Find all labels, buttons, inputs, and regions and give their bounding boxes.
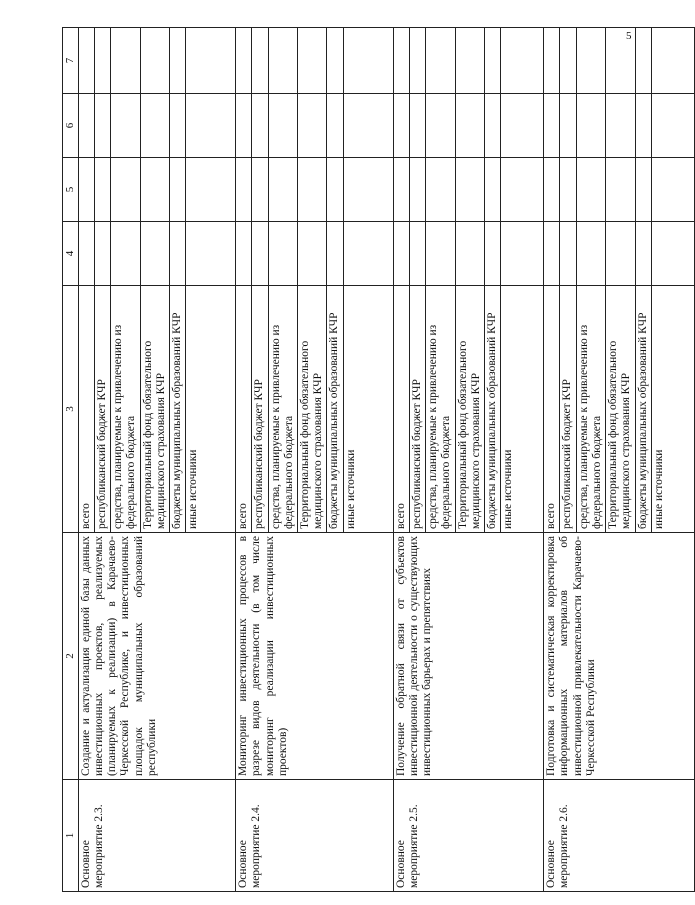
value-cell <box>186 158 236 222</box>
value-cell <box>140 222 169 286</box>
value-cell <box>186 94 236 158</box>
value-cell <box>252 28 268 94</box>
rotated-page <box>62 28 665 892</box>
value-cell <box>560 222 576 286</box>
value-cell <box>560 158 576 222</box>
funding-source: иные источники <box>343 286 393 533</box>
value-cell <box>236 222 252 286</box>
value-cell <box>426 158 455 222</box>
value-cell <box>409 222 425 286</box>
financing-table <box>62 27 695 892</box>
table-row <box>393 28 409 892</box>
value-cell <box>252 222 268 286</box>
funding-source: средства, планируемые к привлечению из федерального бюджета <box>268 286 297 533</box>
funding-source: Территориальный фонд обязательного медицинского страхования КЧР <box>140 286 169 533</box>
value-cell <box>576 222 605 286</box>
funding-source: бюджеты муниципальных образований КЧР <box>485 286 501 533</box>
funding-source: республиканский бюджет КЧР <box>560 286 576 533</box>
value-cell <box>236 28 252 94</box>
value-cell <box>544 28 560 94</box>
value-cell <box>501 94 544 158</box>
funding-source: Территориальный фонд обязательного медицинского страхования КЧР <box>298 286 327 533</box>
activity-type-label: Основное мероприятие 2.3. <box>78 780 236 892</box>
value-cell <box>298 158 327 222</box>
value-cell <box>327 28 343 94</box>
funding-source: средства, планируемые к привлечению из федерального бюджета <box>576 286 605 533</box>
value-cell <box>268 28 297 94</box>
funding-source: республиканский бюджет КЧР <box>409 286 425 533</box>
value-cell <box>186 222 236 286</box>
funding-source: бюджеты муниципальных образований КЧР <box>327 286 343 533</box>
value-cell <box>501 158 544 222</box>
funding-source: всего <box>236 286 252 533</box>
value-cell <box>393 158 409 222</box>
value-cell <box>576 94 605 158</box>
value-cell <box>501 28 544 94</box>
value-cell <box>140 158 169 222</box>
value-cell <box>635 222 651 286</box>
value-cell <box>606 158 635 222</box>
value-cell <box>169 28 185 94</box>
activity-description: Мониторинг инвестиционных процессов в разрезе видов деятельности (в том числе мониторинг реализации инвестиционных проектов) <box>236 533 394 780</box>
value-cell <box>327 158 343 222</box>
value-cell <box>111 94 140 158</box>
value-cell <box>393 28 409 94</box>
value-cell <box>501 222 544 286</box>
value-cell <box>409 94 425 158</box>
value-cell <box>635 158 651 222</box>
funding-source: средства, планируемые к привлечению из федерального бюджета <box>426 286 455 533</box>
value-cell <box>651 158 694 222</box>
value-cell <box>140 28 169 94</box>
funding-source: республиканский бюджет КЧР <box>94 286 110 533</box>
activity-type-label: Основное мероприятие 2.6. <box>544 780 695 892</box>
value-cell <box>78 94 94 158</box>
activity-type-label: Основное мероприятие 2.4. <box>236 780 394 892</box>
column-header: 7 <box>63 28 79 94</box>
value-cell <box>298 222 327 286</box>
value-cell <box>485 222 501 286</box>
value-cell <box>560 28 576 94</box>
value-cell <box>236 94 252 158</box>
value-cell <box>78 158 94 222</box>
activity-type-label: Основное мероприятие 2.5. <box>393 780 544 892</box>
funding-source: иные источники <box>186 286 236 533</box>
value-cell <box>94 28 110 94</box>
funding-source: всего <box>78 286 94 533</box>
table-row <box>236 28 252 892</box>
value-cell <box>651 222 694 286</box>
value-cell <box>455 28 484 94</box>
value-cell <box>343 94 393 158</box>
funding-source: всего <box>393 286 409 533</box>
funding-source: бюджеты муниципальных образований КЧР <box>169 286 185 533</box>
value-cell <box>606 94 635 158</box>
value-cell <box>186 28 236 94</box>
value-cell <box>268 158 297 222</box>
value-cell <box>426 94 455 158</box>
value-cell <box>343 158 393 222</box>
value-cell <box>327 222 343 286</box>
value-cell <box>485 94 501 158</box>
value-cell <box>268 222 297 286</box>
value-cell <box>111 28 140 94</box>
value-cell <box>111 222 140 286</box>
value-cell <box>252 94 268 158</box>
column-header: 1 <box>63 780 79 892</box>
value-cell <box>544 158 560 222</box>
column-header: 2 <box>63 533 79 780</box>
value-cell <box>298 28 327 94</box>
value-cell <box>409 28 425 94</box>
value-cell <box>327 94 343 158</box>
value-cell <box>544 94 560 158</box>
value-cell <box>576 28 605 94</box>
value-cell <box>576 158 605 222</box>
value-cell <box>606 28 635 94</box>
value-cell <box>426 222 455 286</box>
column-header: 5 <box>63 158 79 222</box>
column-header: 6 <box>63 94 79 158</box>
funding-source: Территориальный фонд обязательного медицинского страхования КЧР <box>606 286 635 533</box>
value-cell <box>455 222 484 286</box>
value-cell <box>393 222 409 286</box>
header-row <box>63 28 79 892</box>
page-number: 5 <box>626 30 632 42</box>
value-cell <box>393 94 409 158</box>
funding-source: иные источники <box>651 286 694 533</box>
value-cell <box>169 94 185 158</box>
table-body <box>78 28 694 892</box>
value-cell <box>409 158 425 222</box>
value-cell <box>169 222 185 286</box>
value-cell <box>298 94 327 158</box>
value-cell <box>78 222 94 286</box>
value-cell <box>111 158 140 222</box>
table-row <box>78 28 94 892</box>
column-header: 3 <box>63 286 79 533</box>
funding-source: республиканский бюджет КЧР <box>252 286 268 533</box>
value-cell <box>94 158 110 222</box>
value-cell <box>485 158 501 222</box>
value-cell <box>544 222 560 286</box>
funding-source: средства, планируемые к привлечению из федерального бюджета <box>111 286 140 533</box>
funding-source: иные источники <box>501 286 544 533</box>
value-cell <box>343 28 393 94</box>
value-cell <box>78 28 94 94</box>
value-cell <box>426 28 455 94</box>
value-cell <box>635 28 651 94</box>
value-cell <box>94 222 110 286</box>
funding-source: всего <box>544 286 560 533</box>
funding-source: бюджеты муниципальных образований КЧР <box>635 286 651 533</box>
value-cell <box>169 158 185 222</box>
value-cell <box>94 94 110 158</box>
value-cell <box>343 222 393 286</box>
value-cell <box>651 94 694 158</box>
column-header: 4 <box>63 222 79 286</box>
table-row <box>544 28 560 892</box>
value-cell <box>606 222 635 286</box>
value-cell <box>455 158 484 222</box>
value-cell <box>268 94 297 158</box>
value-cell <box>252 158 268 222</box>
value-cell <box>485 28 501 94</box>
value-cell <box>560 94 576 158</box>
value-cell <box>140 94 169 158</box>
activity-description: Подготовка и систематическая корректировка информационных материалов об инвестиционной привлекательности Карачаево-Черкесской Республики <box>544 533 695 780</box>
activity-description: Создание и актуализация единой базы данных инвестиционных проектов, реализуемых (планируемых к реализации) в Карачаево-Черкесской Республике, и инвестиционных площадок муниципальных образований республики <box>78 533 236 780</box>
value-cell <box>651 28 694 94</box>
value-cell <box>236 158 252 222</box>
activity-description: Получение обратной связи от субъектов инвестиционной деятельности о существующих инвестиционных барьерах и препятствиях <box>393 533 544 780</box>
funding-source: Территориальный фонд обязательного медицинского страхования КЧР <box>455 286 484 533</box>
value-cell <box>455 94 484 158</box>
value-cell <box>635 94 651 158</box>
